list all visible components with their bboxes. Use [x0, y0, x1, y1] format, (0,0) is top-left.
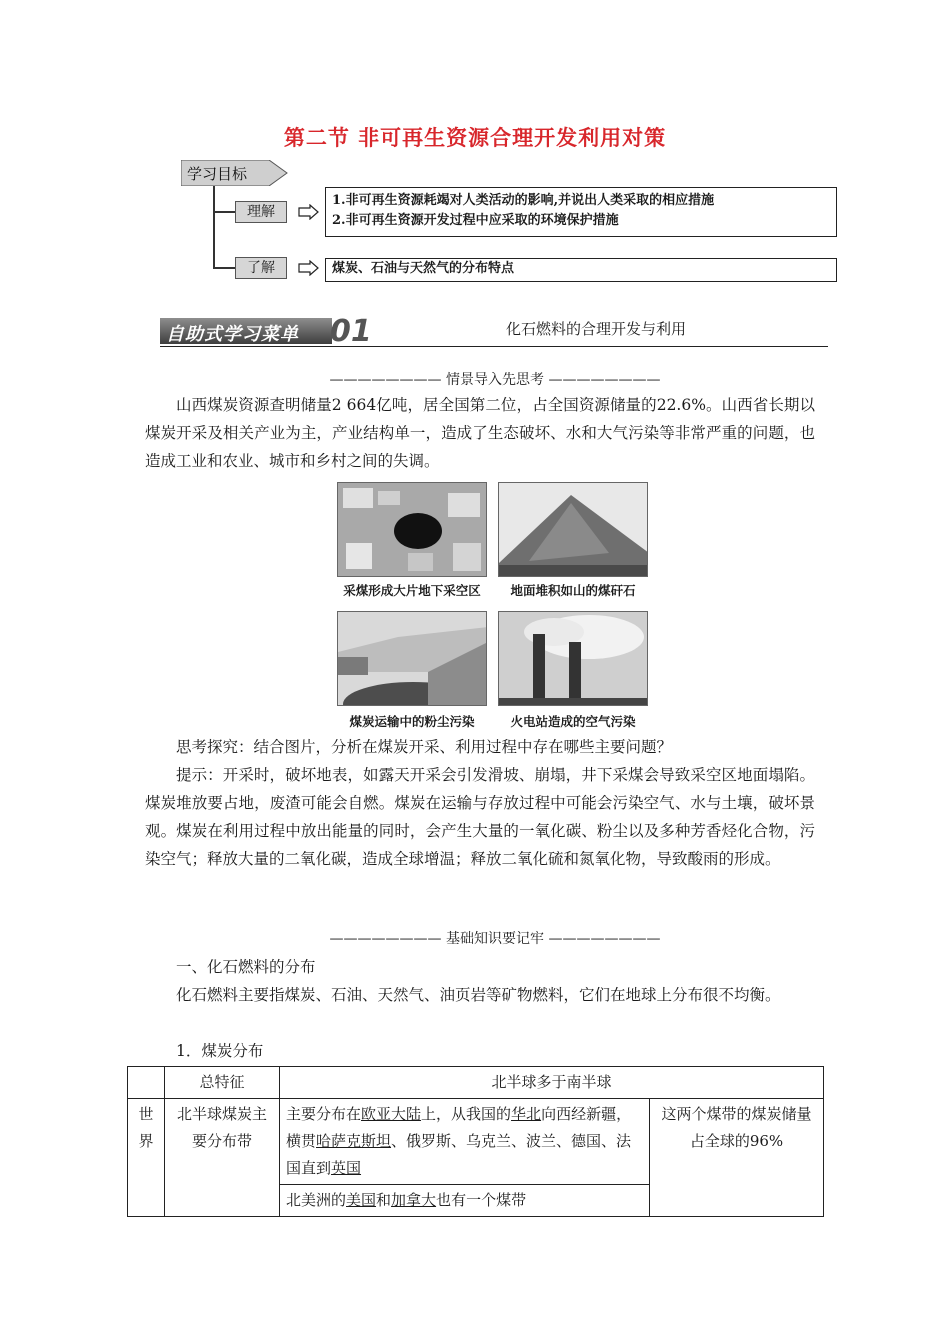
table-header-feature: 总特征 — [165, 1067, 280, 1099]
think-question: 思考探究：结合图片，分析在煤炭开采、利用过程中存在哪些主要问题？ — [176, 738, 673, 756]
arrow-right-icon — [298, 204, 320, 220]
keyword-north-china: 华北 — [511, 1105, 542, 1123]
keyword-kazakhstan: 哈萨克斯坦 — [316, 1132, 392, 1150]
know-goal-item: 煤炭、石油与天然气的分布特点 — [332, 261, 515, 276]
dust-pollution-photo — [338, 612, 487, 706]
belt-eurasia-cell — [280, 1099, 650, 1185]
cell-text: 主要分布在 — [286, 1105, 362, 1123]
tree-branch-know — [213, 267, 235, 269]
keyword-canada: 加拿大 — [391, 1191, 437, 1209]
know-label: 了解 — [235, 257, 287, 279]
keyword-eurasia: 欧亚大陆 — [361, 1105, 422, 1123]
table-row — [128, 1067, 824, 1099]
table-row — [128, 1099, 824, 1185]
coal-gangue-pile-photo — [499, 483, 648, 577]
mining-subsidence-photo — [338, 483, 487, 577]
understand-goal-item: 2.非可再生资源开发过程中应采取的环境保护措施 — [332, 213, 619, 228]
section-rule — [160, 346, 828, 347]
section-heading-2: 1．煤炭分布 — [176, 1042, 264, 1060]
cell-text: 向西经新疆，横贯 — [286, 1105, 632, 1150]
power-plant-smoke-photo — [499, 612, 648, 706]
photo-power-plant — [498, 611, 648, 706]
page-title: 第二节 非可再生资源合理开发利用对策 — [283, 126, 667, 150]
photo-mining-subsidence — [337, 482, 487, 577]
keyword-usa: 美国 — [346, 1191, 377, 1209]
photo-dust-pollution — [337, 611, 487, 706]
sub-label-belt: 北半球煤炭主要分布带 — [165, 1099, 280, 1217]
learning-goals-tag — [181, 160, 289, 186]
understand-goals-box — [325, 187, 837, 237]
intro-paragraph: 山西煤炭资源查明储量2 664亿吨，居全国第二位，占全国资源储量的22.6%。山西省长期以煤炭开采及相关产业为主，产业结构单一，造成了生态破坏、水和大气污染等非常严重的问题，也造成工业和农业、城市和乡村之间的失调。 — [145, 396, 815, 470]
goal-tag-label: 学习目标 — [187, 165, 248, 183]
photo-caption: 煤炭运输中的粉尘污染 — [349, 714, 475, 729]
arrow-right-icon — [298, 260, 320, 276]
hint-paragraph: 提示：开采时，破坏地表，如露天开采会引发滑坡、崩塌，井下采煤会导致采空区地面塌陷。煤炭堆放要占地，废渣可能会自燃。煤炭在运输与存放过程中可能会污染空气、水与土壤，破坏景观。煤炭在利用过程中放出能量的同时，会产生大量的一氧化碳、粉尘以及多种芳香烃化合物，污染空气；释放大量的二氧化碳，造成全球增温；释放二氧化硫和氮氧化物，导致酸雨的形成。 — [145, 766, 815, 868]
photo-coal-gangue — [498, 482, 648, 577]
intro-heading: ———————— 情景导入先思考 ———————— — [329, 372, 661, 388]
banner-text: 自助式学习菜单 — [166, 324, 299, 345]
reserve-note: 这两个煤带的煤炭储量占全球的96% — [650, 1099, 824, 1217]
cell-text: 、俄罗斯、乌克兰、波兰、德国、法国直到 — [286, 1132, 632, 1177]
understand-goal-item: 1.非可再生资源耗竭对人类活动的影响,并说出人类采取的相应措施 — [332, 193, 715, 208]
row-label-world: 世界 — [128, 1099, 165, 1217]
belt-north-america-cell — [280, 1185, 650, 1217]
table-cell — [128, 1067, 165, 1099]
basics-heading: ———————— 基础知识要记牢 ———————— — [329, 931, 661, 947]
fossil-fuel-paragraph: 化石燃料主要指煤炭、石油、天然气、油页岩等矿物燃料，它们在地球上分布很不均衡。 — [176, 986, 781, 1004]
cell-text: 北美洲的 — [286, 1191, 347, 1209]
keyword-uk: 英国 — [331, 1159, 362, 1177]
section-heading-1: 一、化石燃料的分布 — [176, 958, 316, 976]
cell-text: 上，从我国的 — [421, 1105, 512, 1123]
table-header-value: 北半球多于南半球 — [280, 1067, 824, 1099]
understand-label: 理解 — [235, 201, 287, 223]
coal-distribution-table — [127, 1066, 824, 1217]
section-subtitle: 化石燃料的合理开发与利用 — [506, 320, 687, 338]
cell-text: 和 — [376, 1191, 392, 1209]
photo-caption: 火电站造成的空气污染 — [510, 714, 636, 729]
photo-caption: 地面堆积如山的煤矸石 — [510, 583, 636, 598]
photo-caption: 采煤形成大片地下采空区 — [343, 583, 481, 598]
tree-branch-understand — [213, 211, 235, 213]
cell-text: 也有一个煤带 — [436, 1191, 527, 1209]
section-banner — [160, 314, 372, 349]
know-goals-box — [325, 258, 837, 282]
banner-number: 01 — [330, 314, 372, 349]
tree-connector — [213, 186, 215, 268]
